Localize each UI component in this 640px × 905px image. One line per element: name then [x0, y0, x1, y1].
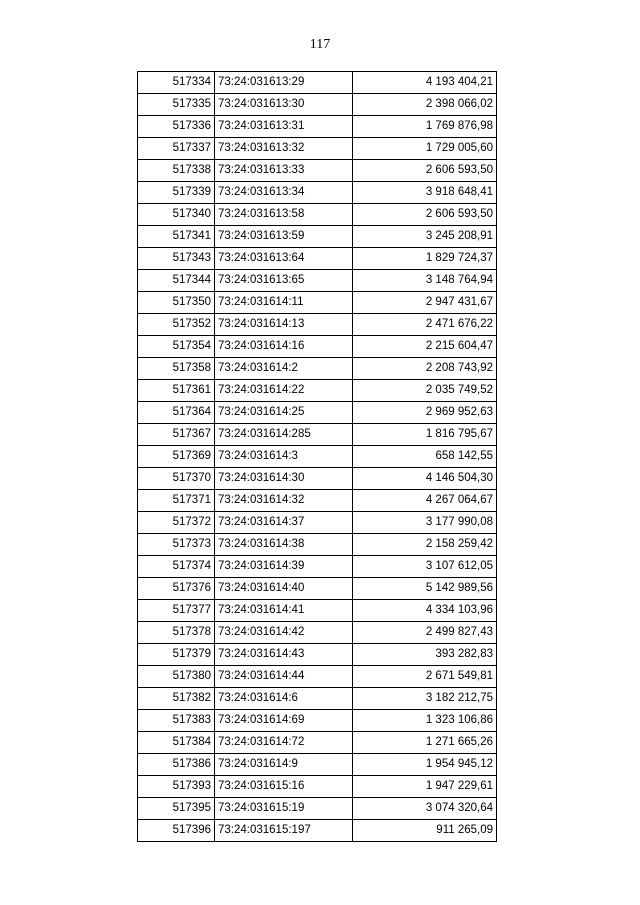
- cadastral-number-cell: 73:24:031614:39: [215, 556, 353, 578]
- cadastral-number-cell: 73:24:031614:2: [215, 358, 353, 380]
- value-cell: 1 769 876,98: [353, 116, 497, 138]
- value-cell: 2 606 593,50: [353, 160, 497, 182]
- table-row: [138, 270, 497, 292]
- table-row: [138, 424, 497, 446]
- value-cell: 1 829 724,37: [353, 248, 497, 270]
- row-id-cell: 517395: [138, 798, 215, 820]
- table-row: [138, 600, 497, 622]
- cadastral-number-cell: 73:24:031614:32: [215, 490, 353, 512]
- value-cell: 393 282,83: [353, 644, 497, 666]
- cadastral-number-cell: 73:24:031614:69: [215, 710, 353, 732]
- cadastral-number-cell: 73:24:031614:72: [215, 732, 353, 754]
- table-row: [138, 94, 497, 116]
- cadastral-number-cell: 73:24:031613:34: [215, 182, 353, 204]
- row-id-cell: 517341: [138, 226, 215, 248]
- table-row: [138, 116, 497, 138]
- row-id-cell: 517344: [138, 270, 215, 292]
- value-cell: 1 271 665,26: [353, 732, 497, 754]
- cadastral-number-cell: 73:24:031615:16: [215, 776, 353, 798]
- cadastral-number-cell: 73:24:031614:40: [215, 578, 353, 600]
- cadastral-number-cell: 73:24:031614:43: [215, 644, 353, 666]
- table-row: [138, 578, 497, 600]
- table-row: [138, 710, 497, 732]
- row-id-cell: 517384: [138, 732, 215, 754]
- row-id-cell: 517367: [138, 424, 215, 446]
- row-id-cell: 517343: [138, 248, 215, 270]
- table-row: [138, 226, 497, 248]
- cadastral-number-cell: 73:24:031614:285: [215, 424, 353, 446]
- row-id-cell: 517373: [138, 534, 215, 556]
- cadastral-number-cell: 73:24:031614:38: [215, 534, 353, 556]
- row-id-cell: 517358: [138, 358, 215, 380]
- value-cell: 3 918 648,41: [353, 182, 497, 204]
- cadastral-number-cell: 73:24:031614:37: [215, 512, 353, 534]
- table-row: [138, 446, 497, 468]
- value-cell: 4 146 504,30: [353, 468, 497, 490]
- value-cell: 911 265,09: [353, 820, 497, 842]
- cadastral-number-cell: 73:24:031614:25: [215, 402, 353, 424]
- cadastral-number-cell: 73:24:031613:59: [215, 226, 353, 248]
- table-row: [138, 336, 497, 358]
- table-row: [138, 160, 497, 182]
- cadastral-number-cell: 73:24:031613:30: [215, 94, 353, 116]
- cadastral-number-cell: 73:24:031615:19: [215, 798, 353, 820]
- row-id-cell: 517369: [138, 446, 215, 468]
- cadastral-number-cell: 73:24:031613:65: [215, 270, 353, 292]
- cadastral-number-cell: 73:24:031615:197: [215, 820, 353, 842]
- value-cell: 5 142 989,56: [353, 578, 497, 600]
- value-cell: 1 323 106,86: [353, 710, 497, 732]
- row-id-cell: 517380: [138, 666, 215, 688]
- row-id-cell: 517354: [138, 336, 215, 358]
- cadastral-number-cell: 73:24:031613:31: [215, 116, 353, 138]
- cadastral-number-cell: 73:24:031613:33: [215, 160, 353, 182]
- value-cell: 2 947 431,67: [353, 292, 497, 314]
- table-row: [138, 380, 497, 402]
- table-row: [138, 644, 497, 666]
- table-body: [138, 72, 497, 842]
- value-cell: 2 215 604,47: [353, 336, 497, 358]
- table-row: [138, 776, 497, 798]
- row-id-cell: 517350: [138, 292, 215, 314]
- value-cell: 2 471 676,22: [353, 314, 497, 336]
- cadastral-number-cell: 73:24:031613:29: [215, 72, 353, 94]
- value-cell: 3 107 612,05: [353, 556, 497, 578]
- row-id-cell: 517386: [138, 754, 215, 776]
- cadastral-number-cell: 73:24:031614:42: [215, 622, 353, 644]
- value-cell: 1 729 005,60: [353, 138, 497, 160]
- row-id-cell: 517382: [138, 688, 215, 710]
- table-row: [138, 534, 497, 556]
- table-row: [138, 182, 497, 204]
- table-row: [138, 798, 497, 820]
- value-cell: 4 267 064,67: [353, 490, 497, 512]
- table-row: [138, 666, 497, 688]
- row-id-cell: 517338: [138, 160, 215, 182]
- table-row: [138, 402, 497, 424]
- value-cell: 2 671 549,81: [353, 666, 497, 688]
- table-row: [138, 622, 497, 644]
- value-cell: 3 074 320,64: [353, 798, 497, 820]
- value-cell: 2 606 593,50: [353, 204, 497, 226]
- table-row: [138, 688, 497, 710]
- row-id-cell: 517377: [138, 600, 215, 622]
- cadastral-number-cell: 73:24:031614:41: [215, 600, 353, 622]
- cadastral-number-cell: 73:24:031614:44: [215, 666, 353, 688]
- row-id-cell: 517335: [138, 94, 215, 116]
- value-cell: 1 816 795,67: [353, 424, 497, 446]
- table-row: [138, 820, 497, 842]
- value-cell: 2 398 066,02: [353, 94, 497, 116]
- cadastral-number-cell: 73:24:031614:13: [215, 314, 353, 336]
- table-row: [138, 468, 497, 490]
- value-cell: 4 334 103,96: [353, 600, 497, 622]
- row-id-cell: 517334: [138, 72, 215, 94]
- row-id-cell: 517352: [138, 314, 215, 336]
- row-id-cell: 517396: [138, 820, 215, 842]
- page-number: 117: [309, 37, 331, 52]
- table-row: [138, 490, 497, 512]
- row-id-cell: 517370: [138, 468, 215, 490]
- table-row: [138, 314, 497, 336]
- row-id-cell: 517379: [138, 644, 215, 666]
- table-row: [138, 512, 497, 534]
- table-row: [138, 292, 497, 314]
- row-id-cell: 517337: [138, 138, 215, 160]
- table-row: [138, 732, 497, 754]
- value-cell: 3 245 208,91: [353, 226, 497, 248]
- value-cell: 3 148 764,94: [353, 270, 497, 292]
- row-id-cell: 517372: [138, 512, 215, 534]
- value-cell: 4 193 404,21: [353, 72, 497, 94]
- cadastral-number-cell: 73:24:031614:22: [215, 380, 353, 402]
- row-id-cell: 517339: [138, 182, 215, 204]
- value-cell: 2 969 952,63: [353, 402, 497, 424]
- row-id-cell: 517393: [138, 776, 215, 798]
- row-id-cell: 517371: [138, 490, 215, 512]
- row-id-cell: 517364: [138, 402, 215, 424]
- value-cell: 2 499 827,43: [353, 622, 497, 644]
- table-row: [138, 248, 497, 270]
- row-id-cell: 517361: [138, 380, 215, 402]
- cadastral-number-cell: 73:24:031614:11: [215, 292, 353, 314]
- value-cell: 1 954 945,12: [353, 754, 497, 776]
- cadastral-number-cell: 73:24:031614:6: [215, 688, 353, 710]
- cadastral-number-cell: 73:24:031614:9: [215, 754, 353, 776]
- cadastral-number-cell: 73:24:031614:16: [215, 336, 353, 358]
- cadastral-table: [137, 71, 497, 842]
- row-id-cell: 517378: [138, 622, 215, 644]
- cadastral-number-cell: 73:24:031614:3: [215, 446, 353, 468]
- value-cell: 2 035 749,52: [353, 380, 497, 402]
- table-row: [138, 138, 497, 160]
- table-row: [138, 204, 497, 226]
- table-row: [138, 358, 497, 380]
- row-id-cell: 517383: [138, 710, 215, 732]
- table-row: [138, 556, 497, 578]
- row-id-cell: 517336: [138, 116, 215, 138]
- row-id-cell: 517374: [138, 556, 215, 578]
- table-row: [138, 72, 497, 94]
- cadastral-number-cell: 73:24:031613:58: [215, 204, 353, 226]
- cadastral-number-cell: 73:24:031614:30: [215, 468, 353, 490]
- cadastral-number-cell: 73:24:031613:64: [215, 248, 353, 270]
- value-cell: 658 142,55: [353, 446, 497, 468]
- value-cell: 3 182 212,75: [353, 688, 497, 710]
- value-cell: 2 208 743,92: [353, 358, 497, 380]
- table-row: [138, 754, 497, 776]
- cadastral-number-cell: 73:24:031613:32: [215, 138, 353, 160]
- value-cell: 3 177 990,08: [353, 512, 497, 534]
- row-id-cell: 517376: [138, 578, 215, 600]
- row-id-cell: 517340: [138, 204, 215, 226]
- value-cell: 2 158 259,42: [353, 534, 497, 556]
- value-cell: 1 947 229,61: [353, 776, 497, 798]
